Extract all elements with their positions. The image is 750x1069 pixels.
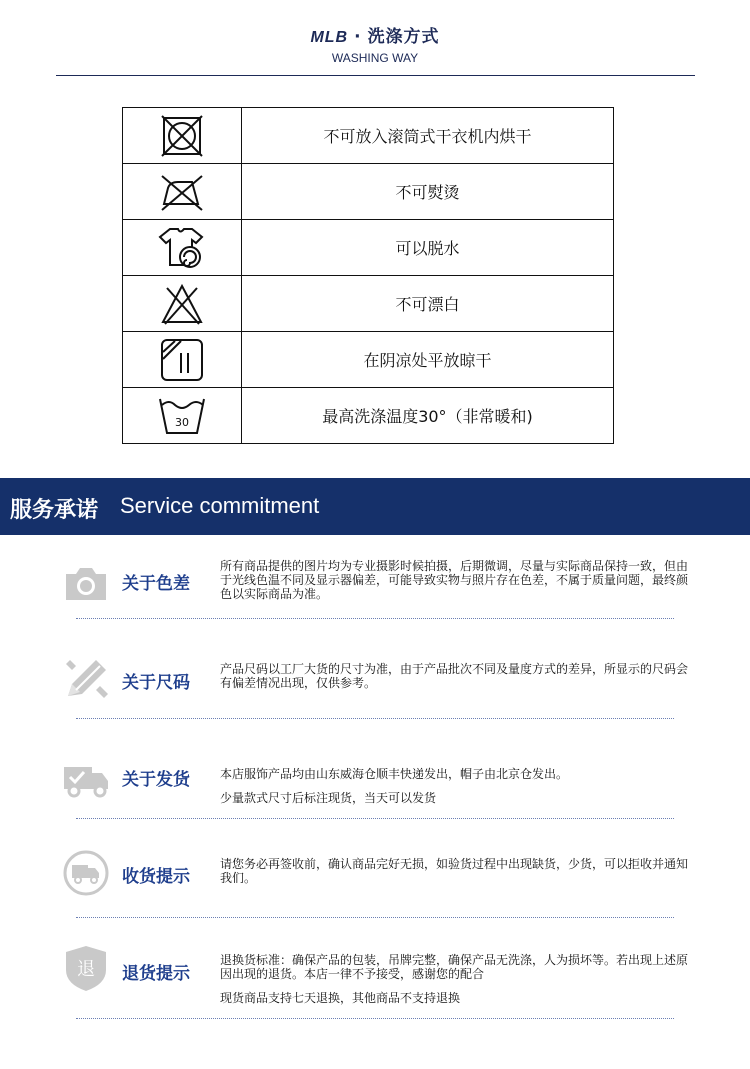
service-line: 现货商品支持七天退换，其他商品不支持退换 <box>220 991 461 1005</box>
care-text: 不可熨烫 <box>242 164 614 220</box>
care-instructions-table <box>122 107 614 444</box>
service-item-size <box>0 656 750 754</box>
service-line: 请您务必再签收前，确认商品完好无损，如验货过程中出现缺货，少货，可以拒收并通知我们。 <box>220 857 689 885</box>
no-tumble-dry-icon <box>160 114 204 158</box>
service-title: 退货提示 <box>122 964 190 984</box>
ruler-pencil-icon <box>62 656 110 704</box>
service-title: 关于发货 <box>122 770 190 790</box>
care-row <box>123 276 614 332</box>
care-icon-cell <box>123 220 242 276</box>
header-divider <box>56 75 695 76</box>
dotted-divider <box>76 1018 674 1019</box>
brand-logo: MLB <box>310 29 349 46</box>
care-text: 在阴凉处平放晾干 <box>242 332 614 388</box>
service-line: 本店服饰产品均由山东威海仓顺丰快递发出，帽子由北京仓发出。 <box>220 767 569 781</box>
service-line: 退换货标准：确保产品的包装，吊牌完整，确保产品无洗涤，人为损坏等。若出现上述原因出现的退货。本店一律不予接受，感谢您的配合 <box>220 953 689 981</box>
page-subtitle: WASHING WAY <box>331 51 419 65</box>
banner-title-cn: 服务承诺 <box>10 498 99 523</box>
page-title: 洗涤方式 <box>367 27 440 47</box>
no-iron-icon <box>158 172 206 212</box>
service-description <box>220 767 690 805</box>
service-item-color <box>0 558 750 656</box>
no-bleach-icon <box>159 282 205 326</box>
page-header <box>0 0 750 80</box>
service-commitment-banner <box>0 478 750 535</box>
dotted-divider <box>76 818 674 819</box>
care-icon-cell <box>123 108 242 164</box>
dry-flat-shade-icon <box>159 337 205 383</box>
care-text: 不可放入滚筒式干衣机内烘干 <box>242 108 614 164</box>
service-line: 少量款式尺寸后标注现货，当天可以发货 <box>220 791 437 805</box>
care-icon-cell <box>123 276 242 332</box>
wash-temperature-label: 30 <box>175 415 189 429</box>
care-icon-cell <box>123 164 242 220</box>
dotted-divider <box>76 618 674 619</box>
brand-separator: · <box>354 27 362 47</box>
care-row <box>123 332 614 388</box>
service-description <box>220 559 690 601</box>
service-title: 关于尺码 <box>122 673 190 693</box>
return-shield-icon <box>62 944 110 992</box>
care-row <box>123 164 614 220</box>
service-title: 关于色差 <box>122 574 190 594</box>
camera-icon <box>62 560 110 608</box>
care-row <box>123 220 614 276</box>
care-text: 不可漂白 <box>242 276 614 332</box>
service-line: 所有商品提供的图片均为专业摄影时候拍摄，后期微调，尽量与实际商品保持一致，但由于光线色温不同及显示器偏差，可能导致实物与照片存在色差，不属于质量问题，最终颜色以实际商品为准。 <box>220 559 689 601</box>
service-line: 产品尺码以工厂大货的尺寸为准，由于产品批次不同及量度方式的差异，所显示的尺码会有偏差情况出现，仅供参考。 <box>220 662 689 690</box>
care-text: 可以脱水 <box>242 220 614 276</box>
dotted-divider <box>76 718 674 719</box>
care-text: 最高洗涤温度30°（非常暖和) <box>242 388 614 444</box>
service-item-receiving <box>0 849 750 947</box>
service-item-returns <box>0 944 750 1042</box>
return-shield-label: 退 <box>77 959 95 980</box>
brand-title-line <box>0 22 750 47</box>
spin-dry-icon <box>156 225 208 271</box>
service-description <box>220 662 690 690</box>
care-icon-cell <box>123 388 242 444</box>
care-row <box>123 108 614 164</box>
dotted-divider <box>76 917 674 918</box>
service-description <box>220 857 690 885</box>
care-row <box>123 388 614 444</box>
delivery-truck-icon <box>62 755 110 803</box>
service-item-shipping <box>0 755 750 853</box>
service-title: 收货提示 <box>122 867 190 887</box>
truck-circle-icon <box>62 849 110 897</box>
banner-title-en: Service commitment <box>120 493 320 518</box>
care-icon-cell <box>123 332 242 388</box>
service-description <box>220 953 690 1005</box>
wash-30-icon <box>157 393 207 439</box>
